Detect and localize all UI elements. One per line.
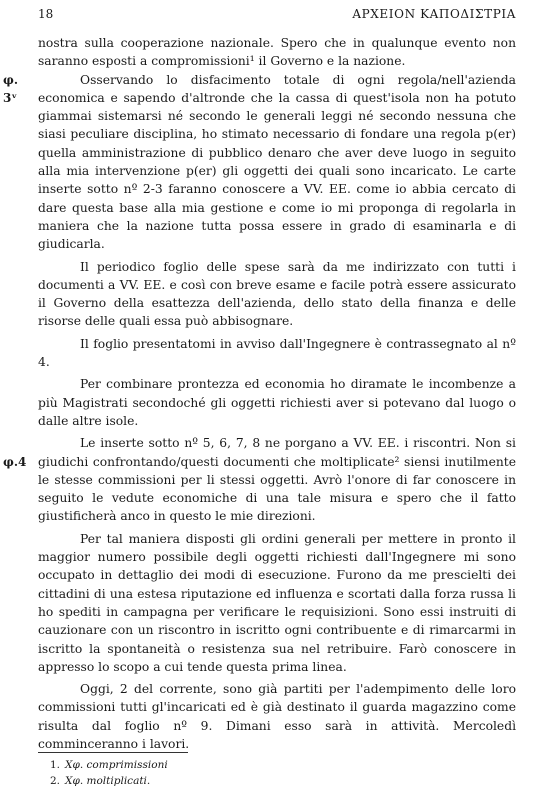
paragraph bbox=[3, 434, 516, 525]
footnote-number: 1. bbox=[50, 759, 61, 771]
paragraph-text: Oggi, 2 del corrente, sono già partiti per l'adempimento delle loro commissioni tutti gl'incaricati ed è già destinato il guarda magazzino come risulta dal foglio nº 9. Dimani esso sarà in attività. Mercoledì comminceranno i lavori. bbox=[38, 682, 516, 751]
footnotes bbox=[50, 757, 168, 789]
paragraph bbox=[38, 34, 516, 71]
paragraph bbox=[38, 258, 516, 331]
paragraph-text: nostra sulla cooperazione nazionale. Spero che in qualunque evento non saranno esposti a compromissioni¹ il Governo e la nazione. bbox=[38, 36, 516, 69]
footnote-text: Χφ. comprimissioni bbox=[65, 759, 168, 771]
folio-mark: φ.4 bbox=[3, 454, 27, 469]
page-number: 18 bbox=[38, 7, 54, 21]
paragraph bbox=[38, 680, 516, 753]
footnote bbox=[50, 757, 168, 773]
footnote bbox=[50, 773, 168, 789]
running-title: ΑΡΧΕΙΟΝ ΚΑΠΟΔΙΣΤΡΙΑ bbox=[352, 7, 516, 21]
footnote-divider bbox=[38, 752, 188, 753]
footnote-number: 2. bbox=[50, 775, 61, 787]
footnote-text: Χφ. moltiplicati. bbox=[65, 775, 151, 787]
page-header bbox=[38, 7, 516, 23]
paragraph bbox=[38, 335, 516, 372]
paragraph-text: Il periodico foglio delle spese sarà da me indirizzato con tutti i documenti a VV. EE. e così con breve esame e facile potrà essere assicurato il Governo della esattezza dell'azienda, dello stato della finanza e delle risorse delle quali essa può abbisognare. bbox=[38, 259, 516, 329]
paragraph-text: Per combinare prontezza ed economia ho diramate le incombenze a più Magistrati secondoché gli oggetti richiesti aver si potevano dal luogo o dalle altre isole. bbox=[38, 377, 516, 428]
paragraph-text: Osservando lo disfacimento totale di ogni regola/nell'azienda economica e sapendo d'altronde che la cassa di quest'isola non ha potuto giammai sistemarsi né secondo le generali leggi né secondo nessuna che siasi peculiare disciplina, ho stimato necessario di fondare una regola p(er) quella amministrazione di pubblico denaro che aver deve luogo in seguito alla mia intervenzione p(er) gli oggetti dei quali sono incaricato. Le carte inserte sotto nº 2-3 faranno conoscere a VV. EE. come io abbia cercato di dare questa base alla mia gestione e come io mi proponga di regolarla in maniera che la nazione tutta possa essere in grado di esaminarla e di giudicarla. bbox=[38, 72, 516, 252]
body-text bbox=[3, 34, 516, 753]
paragraph-text: Le inserte sotto nº 5, 6, 7, 8 ne porgano a VV. EE. i riscontri. Non si giudichi confrontando/questi documenti che moltiplicate² siensi inutilmente le stesse commissioni per li stessi oggetti. Avrò l'onore di far conoscere in seguito le vedute economiche di una tale misura e spero che il fatto giustificherà anco in questo le mie direzioni. bbox=[38, 436, 516, 524]
paragraph-text: Il foglio presentatomi in avviso dall'Ingegnere è contrassegnato al nº 4. bbox=[38, 336, 516, 370]
folio-mark: φ. 3ᵛ bbox=[3, 72, 19, 105]
paragraph bbox=[3, 71, 516, 254]
paragraph bbox=[38, 530, 516, 676]
paragraph-text: Per tal maniera disposti gli ordini generali per mettere in pronto il maggior numero possibile degli oggetti richiesti dall'Ingegnere mi sono occupato in dettaglio dei modi di esecuzione. Furono da me prescielti dei cittadini di una estesa riputazione ed influenza e scortati dalla forza russa li ho spediti in campagna per verificare le requisizioni. Sono essi instruiti di cauzionare con un riscontro in iscritto ogni contribuente e di rimarcarmi in iscritto la spontaneità o resistenza sua nel retribuire. Farò conoscere in appresso lo scopo a cui tende questa prima linea. bbox=[38, 531, 516, 674]
paragraph bbox=[38, 375, 516, 430]
